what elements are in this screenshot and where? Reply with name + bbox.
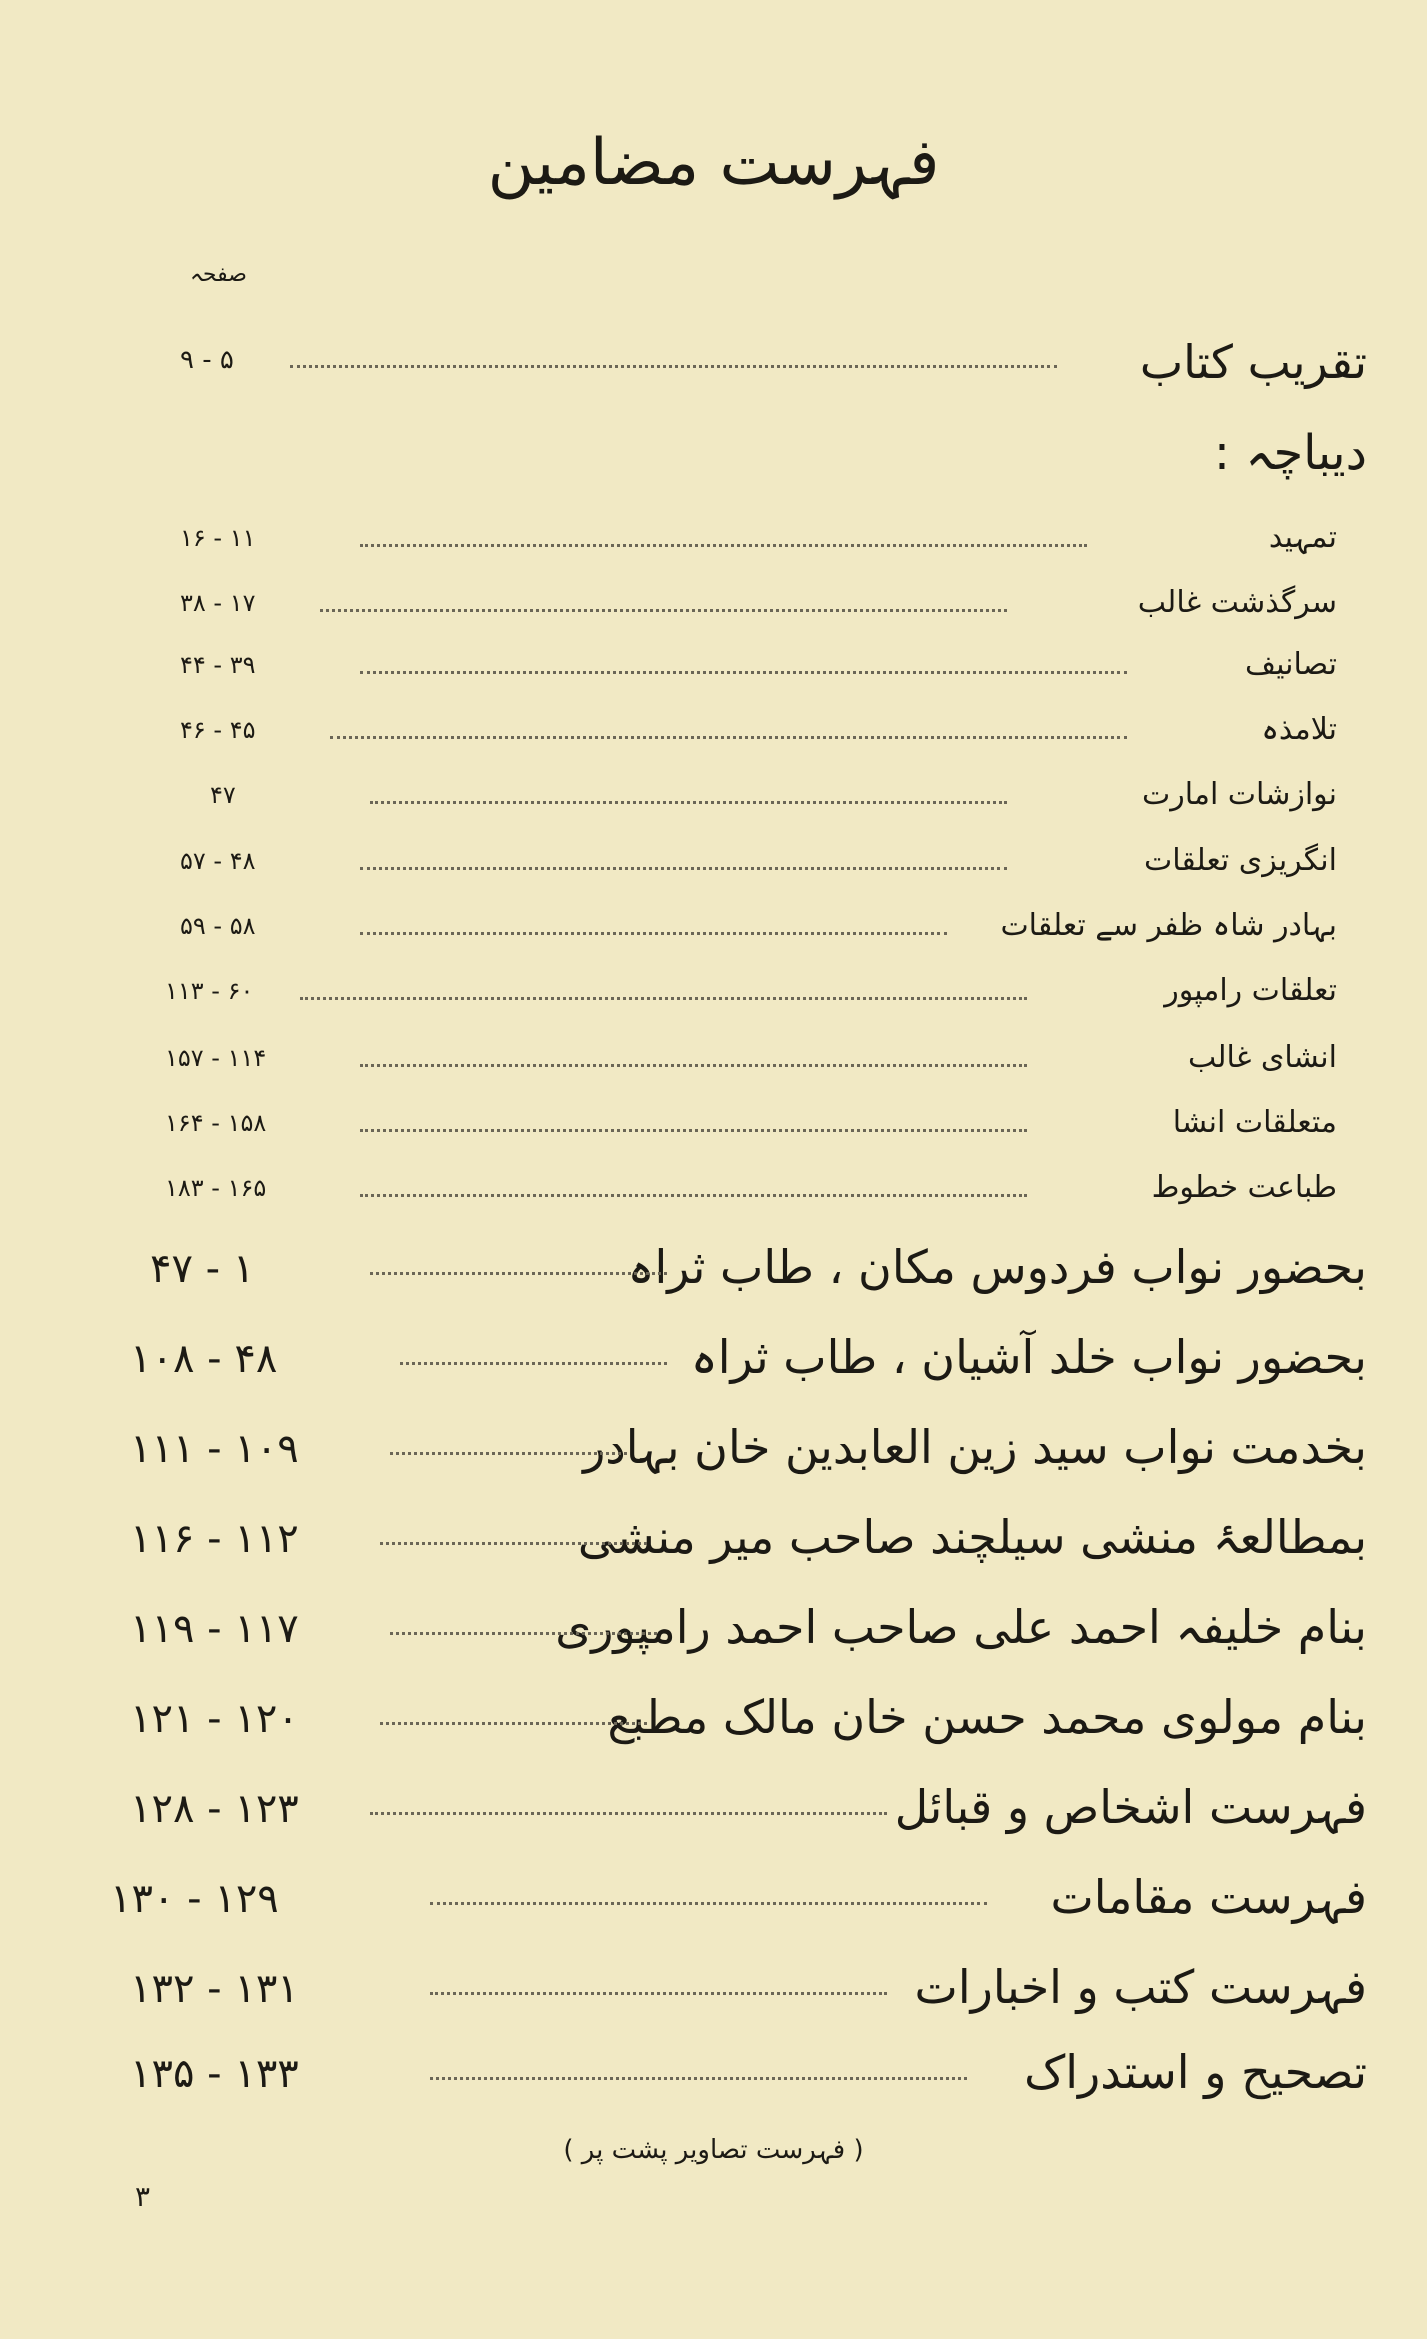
leader-dots	[360, 867, 1007, 870]
toc-pages: ۳۹ - ۴۴	[180, 651, 256, 679]
toc-label: فہرست کتب و اخبارات	[914, 1960, 1367, 2014]
toc-label: بحضور نواب فردوس مکان ، طاب ثراہ	[627, 1240, 1367, 1294]
leader-dots	[430, 1902, 987, 1905]
leader-dots	[360, 1129, 1027, 1132]
toc-pages: ۴۸ - ۵۷	[180, 847, 256, 875]
toc-label: تعلقات رامپور	[1164, 973, 1337, 1008]
toc-pages: ۱۲۹ - ۱۳۰	[110, 1876, 279, 1922]
toc-pages: ۵۸ - ۵۹	[180, 912, 256, 940]
toc-label: بنام مولوی محمد حسن خان مالک مطبع	[607, 1690, 1367, 1744]
leader-dots	[370, 1812, 887, 1815]
toc-label: طباعت خطوط	[1151, 1170, 1337, 1205]
toc-row-preface	[0, 335, 1427, 405]
toc-pages: ۴۵ - ۴۶	[180, 716, 256, 744]
leader-dots	[370, 801, 1007, 804]
toc-label: انگریزی تعلقات	[1143, 843, 1337, 878]
toc-row	[0, 520, 1427, 590]
leader-dots	[330, 736, 1127, 739]
toc-pages: ۱۱ - ۱۶	[180, 524, 256, 552]
toc-pages: ۱۶۵ - ۱۸۳	[165, 1174, 267, 1202]
section-heading-dibacha: دیباچہ :	[1213, 425, 1367, 481]
leader-dots	[390, 1632, 657, 1635]
toc-row	[0, 908, 1427, 978]
footer-note: ( فہرست تصاویر پشت پر )	[563, 2135, 864, 2165]
toc-label: بحضور نواب خلد آشیان ، طاب ثراہ	[690, 1330, 1367, 1384]
toc-row	[0, 777, 1427, 847]
toc-pages: ۱۷ - ۳۸	[180, 589, 256, 617]
leader-dots	[380, 1722, 647, 1725]
toc-row	[0, 647, 1427, 717]
toc-pages: ۱۰۹ - ۱۱۱	[130, 1426, 299, 1472]
toc-pages: ۱۱۷ - ۱۱۹	[130, 1606, 299, 1652]
toc-row	[0, 1040, 1427, 1110]
leader-dots	[360, 1064, 1027, 1067]
toc-row	[0, 1600, 1427, 1670]
leader-dots	[380, 1542, 647, 1545]
toc-row	[0, 712, 1427, 782]
toc-label: انشای غالب	[1187, 1040, 1337, 1075]
toc-row	[0, 843, 1427, 913]
toc-pages: ۱۵۸ - ۱۶۴	[165, 1109, 267, 1137]
toc-pages: ۱۲۳ - ۱۲۸	[130, 1786, 299, 1832]
toc-row	[0, 1780, 1427, 1850]
toc-label: فہرست اشخاص و قبائل	[894, 1780, 1367, 1834]
leader-dots	[390, 1452, 627, 1455]
toc-row	[0, 1240, 1427, 1310]
toc-label: فہرست مقامات	[1050, 1870, 1367, 1924]
leader-dots	[290, 365, 1057, 368]
toc-label: تمہید	[1268, 520, 1337, 555]
leader-dots	[360, 671, 1127, 674]
toc-pages: ۱۱۲ - ۱۱۶	[130, 1516, 299, 1562]
page-number: ۳	[135, 2180, 151, 2213]
toc-row	[0, 1870, 1427, 1940]
toc-label: بنام خلیفہ احمد علی صاحب احمد رامپوری	[555, 1600, 1367, 1654]
leader-dots	[360, 1194, 1027, 1197]
toc-label: متعلقات انشا	[1172, 1105, 1337, 1140]
leader-dots	[400, 1362, 667, 1365]
toc-row	[0, 973, 1427, 1043]
toc-label: سرگذشت غالب	[1137, 585, 1337, 620]
toc-label: تصانیف	[1245, 647, 1337, 682]
toc-row	[0, 585, 1427, 655]
leader-dots	[320, 609, 1007, 612]
leader-dots	[360, 544, 1087, 547]
toc-label: بمطالعۂ منشی سیلچند صاحب میر منشی	[577, 1510, 1367, 1564]
toc-label: تصحیح و استدراک	[1024, 2045, 1367, 2099]
leader-dots	[370, 1272, 667, 1275]
toc-row	[0, 1510, 1427, 1580]
toc-pages: ۱۱۴ - ۱۵۷	[165, 1044, 267, 1072]
toc-pages: ۶۰ - ۱۱۳	[165, 977, 254, 1005]
toc-row	[0, 1960, 1427, 2030]
toc-pages: ۱۳۱ - ۱۳۲	[130, 1966, 299, 2012]
leader-dots	[430, 1992, 887, 1995]
toc-pages: ۱۲۰ - ۱۲۱	[130, 1696, 299, 1742]
leader-dots	[360, 932, 947, 935]
page-column-label: صفحہ	[190, 262, 247, 287]
toc-label: تلامذہ	[1261, 712, 1337, 747]
toc-row	[0, 1105, 1427, 1175]
toc-label: بہادر شاہ ظفر سے تعلقات	[1000, 908, 1337, 943]
toc-row	[0, 1420, 1427, 1490]
toc-row	[0, 1170, 1427, 1240]
toc-row	[0, 1690, 1427, 1760]
toc-pages: ۴۸ - ۱۰۸	[130, 1336, 278, 1382]
toc-pages: ۱ - ۴۷	[150, 1246, 255, 1292]
toc-pages: ۴۷	[210, 781, 236, 809]
leader-dots	[300, 997, 1027, 1000]
toc-pages: ۵ - ۹	[180, 345, 234, 375]
toc-label: تقریب کتاب	[1139, 335, 1367, 389]
toc-label: بخدمت نواب سید زین العابدین خان بہادر	[583, 1420, 1367, 1474]
toc-row	[0, 1330, 1427, 1400]
page-title: فہرست مضامین	[487, 126, 940, 200]
leader-dots	[430, 2077, 967, 2080]
toc-row	[0, 2045, 1427, 2115]
toc-label: نوازشات امارت	[1142, 777, 1337, 812]
toc-pages: ۱۳۳ - ۱۳۵	[130, 2051, 299, 2097]
